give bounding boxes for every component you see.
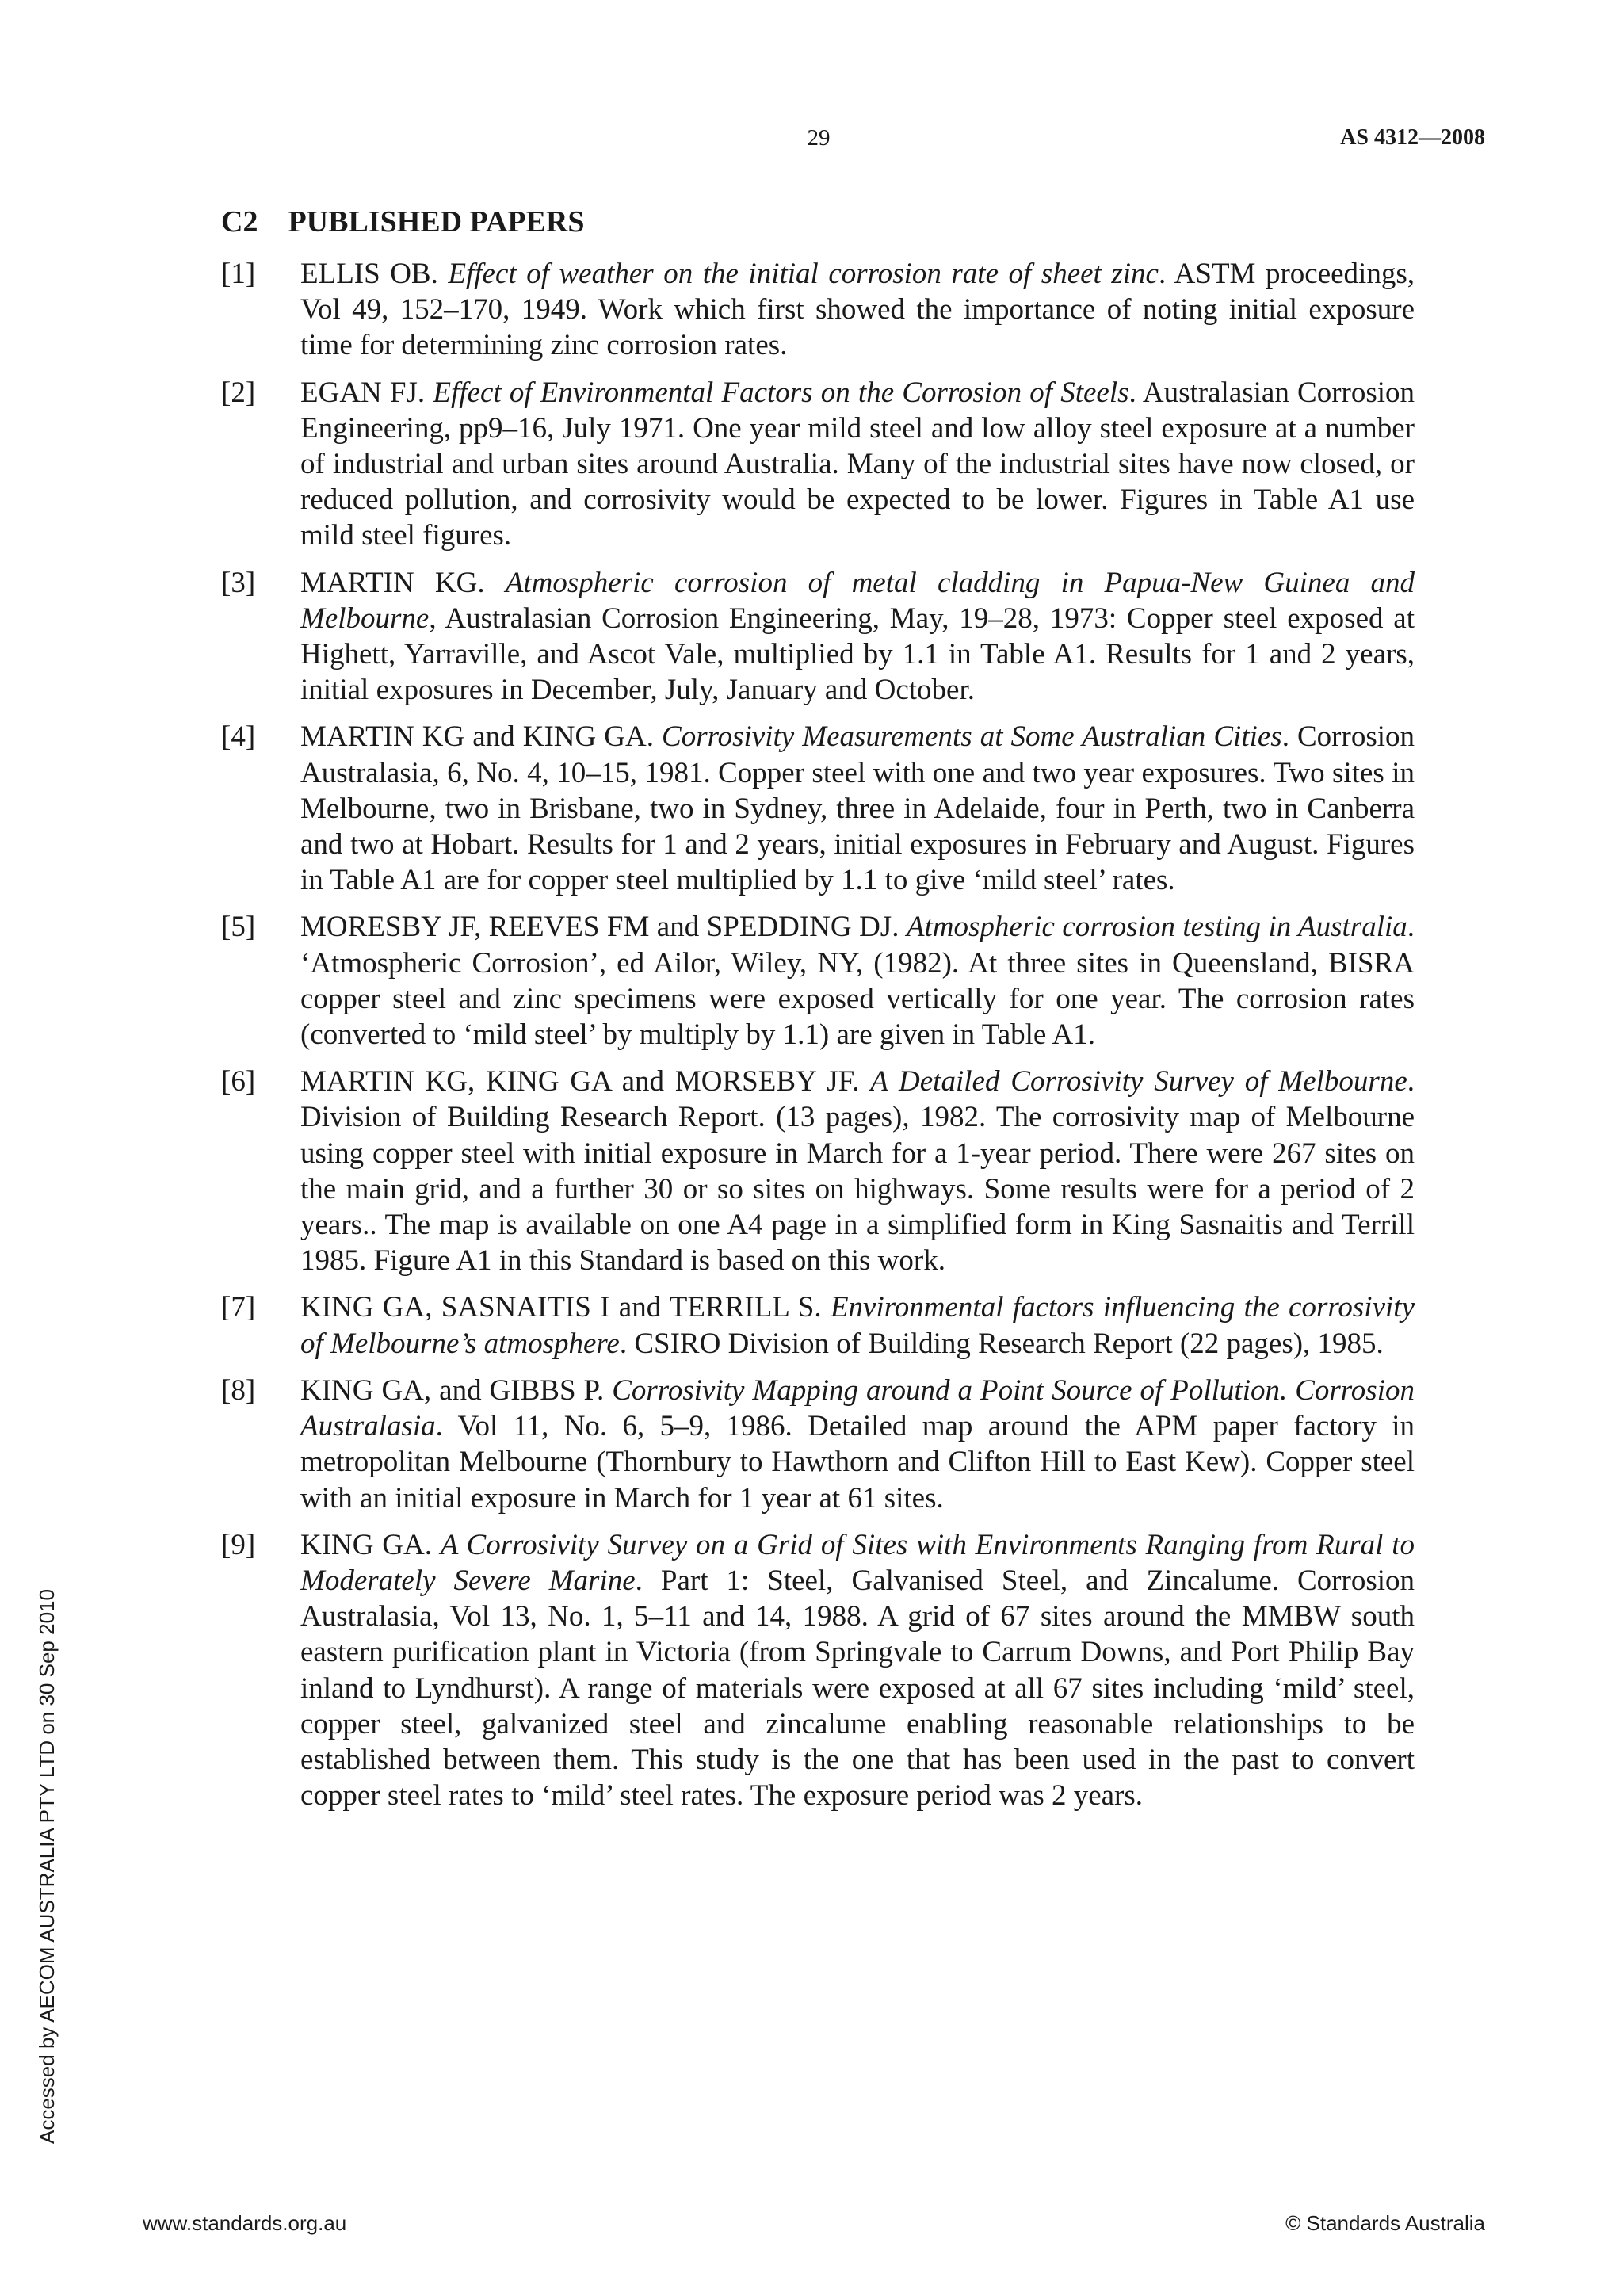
reference-title: A Detailed Corrosivity Survey of Melbourne <box>870 1065 1407 1098</box>
reference-text <box>300 719 1415 898</box>
reference-details: . ‘Atmospheric Corrosion’, ed Ailor, Wiley, NY, (1982). At three sites in Queensland, BISRA copper steel and zinc specimens were exposed vertically for one year. The corrosion rates (converted to ‘mild steel’ by multiply by 1.1) are given in Table A1. <box>300 911 1415 1052</box>
reference-item <box>221 375 1415 554</box>
reference-author: MARTIN KG and KING GA. <box>300 720 654 754</box>
reference-item <box>221 909 1415 1052</box>
reference-number: [4] <box>221 720 256 754</box>
reference-text <box>300 375 1415 554</box>
reference-item <box>221 1064 1415 1278</box>
reference-text <box>300 1373 1415 1516</box>
reference-text <box>300 1064 1415 1278</box>
reference-title: Corrosivity Mapping around a Point Source of Pollution. Corrosion Australasia <box>300 1373 1415 1443</box>
reference-author: MARTIN KG. <box>300 566 485 599</box>
reference-number: [9] <box>221 1528 256 1561</box>
reference-text <box>300 1527 1415 1814</box>
footer-copyright: © Standards Australia <box>1285 2211 1485 2235</box>
reference-author: ELLIS OB. <box>300 258 438 290</box>
reference-title: A Corrosivity Survey on a Grid of Sites with Environments Ranging from Rural to Moderately Severe Marine <box>300 1528 1415 1597</box>
reference-title: Environmental factors influencing the corrosivity of Melbourne’s atmosphere <box>300 1291 1415 1360</box>
reference-text <box>300 1289 1415 1361</box>
reference-author: MORESBY JF, REEVES FM and SPEDDING DJ. <box>300 911 899 944</box>
reference-list <box>221 256 1415 1824</box>
reference-details: . Part 1: Steel, Galvanised Steel, and Zincalume. Corrosion Australasia, Vol 13, No. 1, 5–11 and 14, 1988. A grid of 67 sites around the MMBW south eastern purification plant in Victoria (from Springvale to Carrum Downs, and Port Philip Bay inland to Lyndhurst). A range of materials were exposed at all 67 sites including ‘mild’ steel, copper steel, galvanized steel and zincalume enabling reasonable relationships to be established between them. This study is the one that has been used in the past to convert copper steel rates to ‘mild’ steel rates. The exposure period was 2 years. <box>300 1564 1415 1813</box>
reference-item <box>221 256 1415 364</box>
reference-author: MARTIN KG, KING GA and MORSEBY JF. <box>300 1065 860 1098</box>
reference-number: [6] <box>221 1065 256 1098</box>
reference-details: . Vol 11, No. 6, 5–9, 1986. Detailed map around the APM paper factory in metropolitan Melbourne (Thornbury to Hawthorn and Clifton Hill to East Kew). Copper steel with an initial exposure in March for 1 year at 61 sites. <box>300 1410 1415 1515</box>
reference-title: Atmospheric corrosion of metal cladding in Papua-New Guinea and Melbourne <box>300 566 1415 635</box>
reference-title: Effect of weather on the initial corrosion rate of sheet zinc <box>448 258 1159 290</box>
reference-details: . Corrosion Australasia, 6, No. 4, 10–15, 1981. Copper steel with one and two year exposures. Two sites in Melbourne, two in Brisbane, two in Sydney, three in Adelaide, four in Perth, two in Canberra and two at Hobart. Results for 1 and 2 years, initial exposures in February and August. Figures in Table A1 are for copper steel multiplied by 1.1 to give ‘mild steel’ rates. <box>300 720 1415 897</box>
reference-number: [7] <box>221 1291 256 1324</box>
reference-title: Atmospheric corrosion testing in Australia <box>906 911 1407 944</box>
page-number: 29 <box>807 125 831 151</box>
reference-item <box>221 1373 1415 1516</box>
reference-number: [3] <box>221 566 256 599</box>
section-heading: C2 PUBLISHED PAPERS <box>221 205 585 239</box>
reference-text <box>300 256 1415 364</box>
reference-author: KING GA, and GIBBS P. <box>300 1373 605 1407</box>
reference-item <box>221 565 1415 709</box>
reference-author: KING GA. <box>300 1528 432 1561</box>
reference-details: . ASTM proceedings, Vol 49, 152–170, 1949. Work which first showed the importance of noting initial exposure time for determining zinc corrosion rates. <box>300 258 1415 362</box>
reference-details: . Australasian Corrosion Engineering, pp9–16, July 1971. One year mild steel and low alloy steel exposure at a number of industrial and urban sites around Australia. Many of the industrial sites have now closed, or reduced pollution, and corrosivity would be expected to be lower. Figures in Table A1 use mild steel figures. <box>300 376 1415 552</box>
reference-item <box>221 1289 1415 1361</box>
reference-title: Corrosivity Measurements at Some Australian Cities <box>662 720 1282 754</box>
reference-number: [5] <box>221 911 256 944</box>
reference-number: [2] <box>221 376 256 409</box>
reference-number: [8] <box>221 1373 256 1407</box>
reference-number: [1] <box>221 258 256 290</box>
reference-details: . CSIRO Division of Building Research Report (22 pages), 1985. <box>619 1327 1384 1360</box>
reference-text <box>300 909 1415 1052</box>
reference-details: , Australasian Corrosion Engineering, May, 19–28, 1973: Copper steel exposed at Highett, Yarraville, and Ascot Vale, multiplied by 1.1 in Table A1. Results for 1 and 2 years, initial exposures in December, July, January and October. <box>300 602 1415 707</box>
reference-text <box>300 565 1415 709</box>
access-watermark: Accessed by AECOM AUSTRALIA PTY LTD on 30 Sep 2010 <box>35 1589 59 2144</box>
reference-author: EGAN FJ. <box>300 376 426 409</box>
reference-item <box>221 1527 1415 1814</box>
footer-website: www.standards.org.au <box>143 2211 347 2235</box>
reference-details: . Division of Building Research Report. (13 pages), 1982. The corrosivity map of Melbourne using copper steel with initial exposure in March for a 1-year period. There were 267 sites on the main grid, and a further 30 or so sites on highways. Some results were for a period of 2 years.. The map is available on one A4 page in a simplified form in King Sasnaitis and Terrill 1985. Figure A1 in this Standard is based on this work. <box>300 1065 1415 1278</box>
reference-author: KING GA, SASNAITIS I and TERRILL S. <box>300 1291 822 1324</box>
reference-item <box>221 719 1415 898</box>
reference-title: Effect of Environmental Factors on the Corrosion of Steels <box>433 376 1129 409</box>
document-id: AS 4312—2008 <box>1340 125 1485 150</box>
